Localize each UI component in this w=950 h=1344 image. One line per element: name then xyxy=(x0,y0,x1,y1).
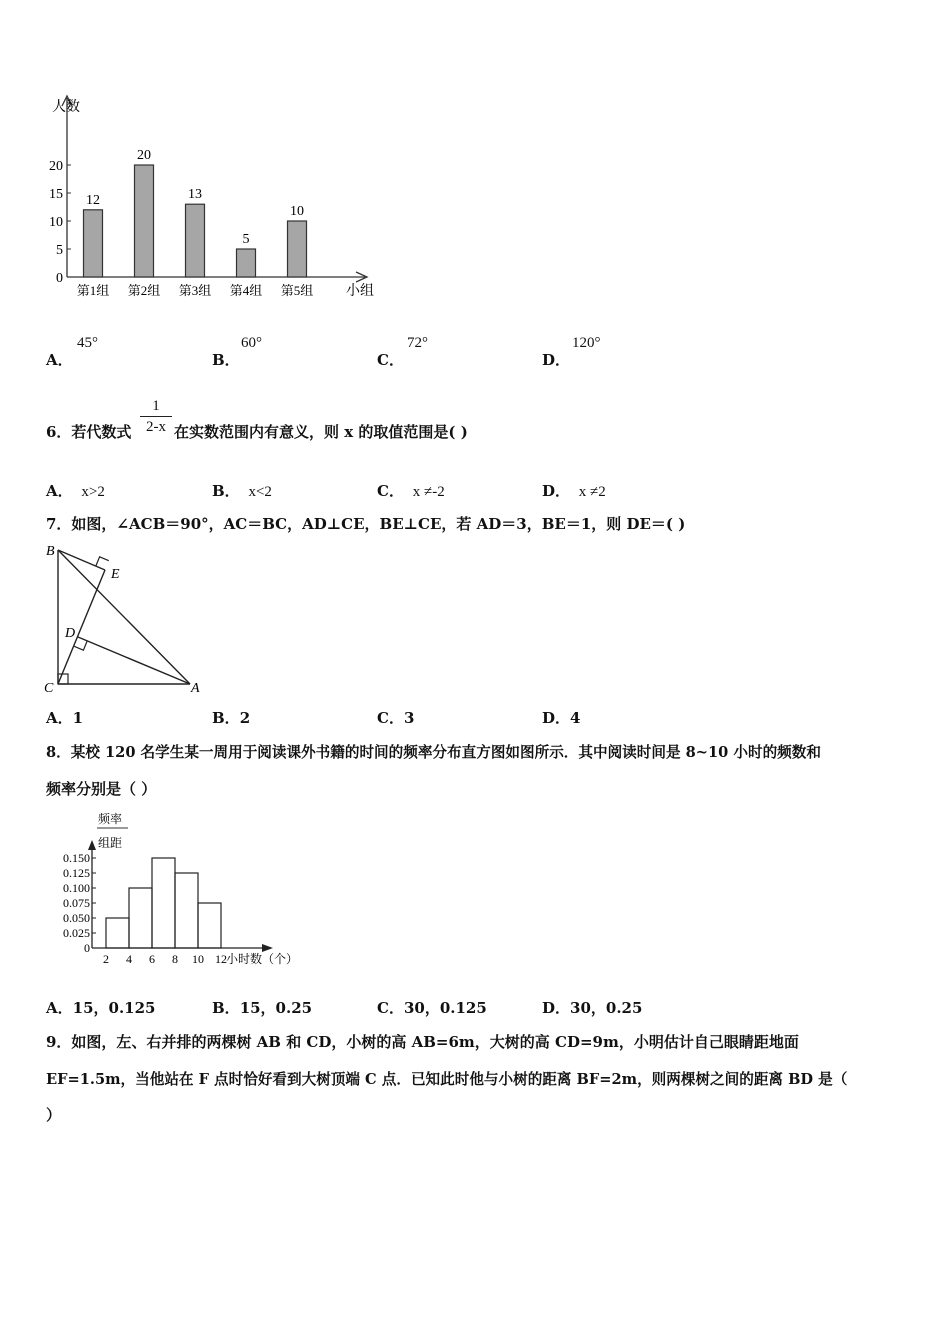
y-label-bottom: 组距 xyxy=(98,836,123,850)
category-label-1: 第1组 xyxy=(76,283,110,298)
x-tick-label-5: 12 xyxy=(215,952,227,966)
q7-option-c[interactable] xyxy=(377,707,414,728)
q8-option-a-label: A． xyxy=(46,999,73,1017)
q8-option-c-label: C． xyxy=(377,999,404,1017)
x-tick-label-0: 2 xyxy=(103,952,109,966)
q6-suffix: 在实数范围内有意义，则 x 的取值范围是( ) xyxy=(174,423,468,441)
q8-option-b[interactable] xyxy=(212,997,312,1018)
q7-question: 7．如图，∠ACB＝90°，AC＝BC，AD⊥CE，BE⊥CE，若 AD＝3，BE＝1，则 DE＝( ) xyxy=(46,515,686,533)
q5-option-b[interactable] xyxy=(212,349,240,370)
x-tick-label-1: 4 xyxy=(126,952,132,966)
bar-5 xyxy=(288,221,307,277)
segment-ba xyxy=(58,550,190,684)
q5-option-a-label: A． xyxy=(46,351,73,369)
y-tick-label-5: 0.125 xyxy=(63,866,90,880)
q6-option-d-label: D． xyxy=(542,482,571,500)
q6-option-a-value: x>2 xyxy=(81,484,105,500)
y-tick-label-0: 0 xyxy=(84,941,90,955)
q7-option-d-label: D． xyxy=(542,709,571,727)
y-label-top: 频率 xyxy=(98,812,123,826)
category-label-2: 第2组 xyxy=(127,283,161,298)
bar-1 xyxy=(84,210,103,277)
q7-option-b-label: B． xyxy=(212,709,240,727)
y-axis-arrow xyxy=(88,840,96,850)
q5-option-c-label: C． xyxy=(377,351,404,369)
histogram-bar-2 xyxy=(129,888,152,948)
bar-value-label-1: 12 xyxy=(86,192,100,208)
q8-option-b-value: 15，0.25 xyxy=(239,999,313,1017)
q7-option-d[interactable] xyxy=(542,707,580,728)
q6-option-b-label: B． xyxy=(212,482,240,500)
q8-question-line1: 8．某校 120 名学生某一周用于阅读课外书籍的时间的频率分布直方图如图所示．其中阅读时间是 8~10 小时的频数和 xyxy=(46,744,821,761)
x-axis-arrow xyxy=(262,944,273,952)
q8-option-c[interactable] xyxy=(377,997,487,1018)
q7-triangle-figure xyxy=(40,540,215,700)
q6-option-d[interactable] xyxy=(542,480,606,501)
q8-option-d[interactable] xyxy=(542,997,642,1018)
q9-question-line2: EF=1.5m，当他站在 F 点时恰好看到大树顶端 C 点．已知此时他与小树的距离 BF=2m，则两棵树之间的距离 BD 是（ xyxy=(46,1071,848,1088)
q6-option-c-label: C． xyxy=(377,482,404,500)
bar-4 xyxy=(237,249,256,277)
y-tick-label-3: 0.075 xyxy=(63,896,90,910)
q6-prefix: 6．若代数式 xyxy=(46,423,132,441)
x-tick-label-4: 10 xyxy=(192,952,204,966)
bar-2 xyxy=(135,165,154,277)
q6-option-c-value: x ≠-2 xyxy=(412,484,445,500)
q8-option-d-label: D． xyxy=(542,999,571,1017)
x-tick-label-2: 6 xyxy=(149,952,155,966)
histogram-bar-3 xyxy=(152,858,175,948)
bar-value-label-3: 13 xyxy=(188,187,202,203)
y-tick-label-2: 0.050 xyxy=(63,911,90,925)
q5-option-a[interactable] xyxy=(46,349,73,370)
label-c: C xyxy=(44,681,54,696)
x-tick-label-3: 8 xyxy=(172,952,178,966)
histogram-bar-1 xyxy=(106,918,129,948)
segment-ad xyxy=(78,637,190,684)
bar-value-label-4: 5 xyxy=(242,232,250,247)
y-tick-label-1: 5 xyxy=(56,243,63,258)
y-tick-label-6: 0.150 xyxy=(63,851,90,865)
y-tick-label-4: 20 xyxy=(49,159,63,174)
q7-option-c-label: C． xyxy=(377,709,404,727)
group-bar-chart xyxy=(40,92,390,307)
category-label-4: 第4组 xyxy=(229,283,263,298)
x-axis-label: 小组 xyxy=(346,284,374,299)
q6-option-a[interactable] xyxy=(46,480,105,501)
q5-option-b-label: B． xyxy=(212,351,240,369)
reading-time-histogram xyxy=(48,806,318,976)
q6-fraction-denominator: 2-x xyxy=(146,419,166,435)
q9-question-line3: ） xyxy=(46,1106,62,1124)
q8-option-b-label: B． xyxy=(212,999,240,1017)
bar-value-label-5: 10 xyxy=(290,204,304,219)
q5-option-d[interactable] xyxy=(542,349,570,370)
category-label-3: 第3组 xyxy=(178,283,212,298)
label-d: D xyxy=(65,626,76,641)
q7-option-b-value: 2 xyxy=(239,709,251,727)
y-tick-label-0: 0 xyxy=(56,271,63,286)
q7-option-d-value: 4 xyxy=(570,709,581,727)
category-label-5: 第5组 xyxy=(280,283,314,298)
q6-option-b-value: x<2 xyxy=(248,484,272,500)
q6-fraction-numerator: 1 xyxy=(140,396,172,417)
q7-option-b[interactable] xyxy=(212,707,250,728)
q5-option-b-value: 60° xyxy=(241,335,262,351)
y-tick-label-2: 10 xyxy=(49,215,63,230)
q7-option-c-value: 3 xyxy=(403,709,415,727)
q8-option-a-value: 15，0.125 xyxy=(72,999,156,1017)
q6-option-b[interactable] xyxy=(212,480,272,501)
label-a: A xyxy=(191,681,200,696)
y-tick-label-1: 0.025 xyxy=(63,926,90,940)
q5-option-c[interactable] xyxy=(377,349,404,370)
bar-value-label-2: 20 xyxy=(137,148,151,163)
q7-option-a-label: A． xyxy=(46,709,73,727)
q5-option-c-value: 72° xyxy=(407,335,428,351)
y-tick-label-4: 0.100 xyxy=(63,881,90,895)
y-axis-label: 人数 xyxy=(52,100,80,115)
q7-option-a-value: 1 xyxy=(72,709,84,727)
right-angle-e xyxy=(96,557,109,566)
q5-option-a-value: 45° xyxy=(77,335,98,351)
q8-question-line2: 频率分别是（ ） xyxy=(46,780,157,798)
q6-option-a-label: A． xyxy=(46,482,73,500)
q7-option-a[interactable] xyxy=(46,707,83,728)
q6-option-d-value: x ≠2 xyxy=(578,484,606,500)
q9-question-line1: 9．如图，左、右并排的两棵树 AB 和 CD，小树的高 AB=6m，大树的高 CD=9m，小明估计自己眼睛距地面 xyxy=(46,1033,799,1051)
right-angle-d xyxy=(74,641,87,650)
q8-option-c-value: 30，0.125 xyxy=(403,999,487,1017)
histogram-bar-5 xyxy=(198,903,221,948)
bar-3 xyxy=(186,204,205,277)
q8-option-d-value: 30，0.25 xyxy=(570,999,643,1017)
histogram-bar-4 xyxy=(175,873,198,948)
q5-option-d-value: 120° xyxy=(572,335,601,351)
q6-option-c[interactable] xyxy=(377,480,445,501)
q6-fraction xyxy=(140,396,172,437)
label-b: B xyxy=(46,544,55,559)
q5-option-d-label: D． xyxy=(542,351,571,369)
y-tick-label-3: 15 xyxy=(49,187,63,202)
q8-option-a[interactable] xyxy=(46,997,156,1018)
label-e: E xyxy=(111,567,120,582)
x-axis-label: 小时数（个） xyxy=(226,952,299,966)
